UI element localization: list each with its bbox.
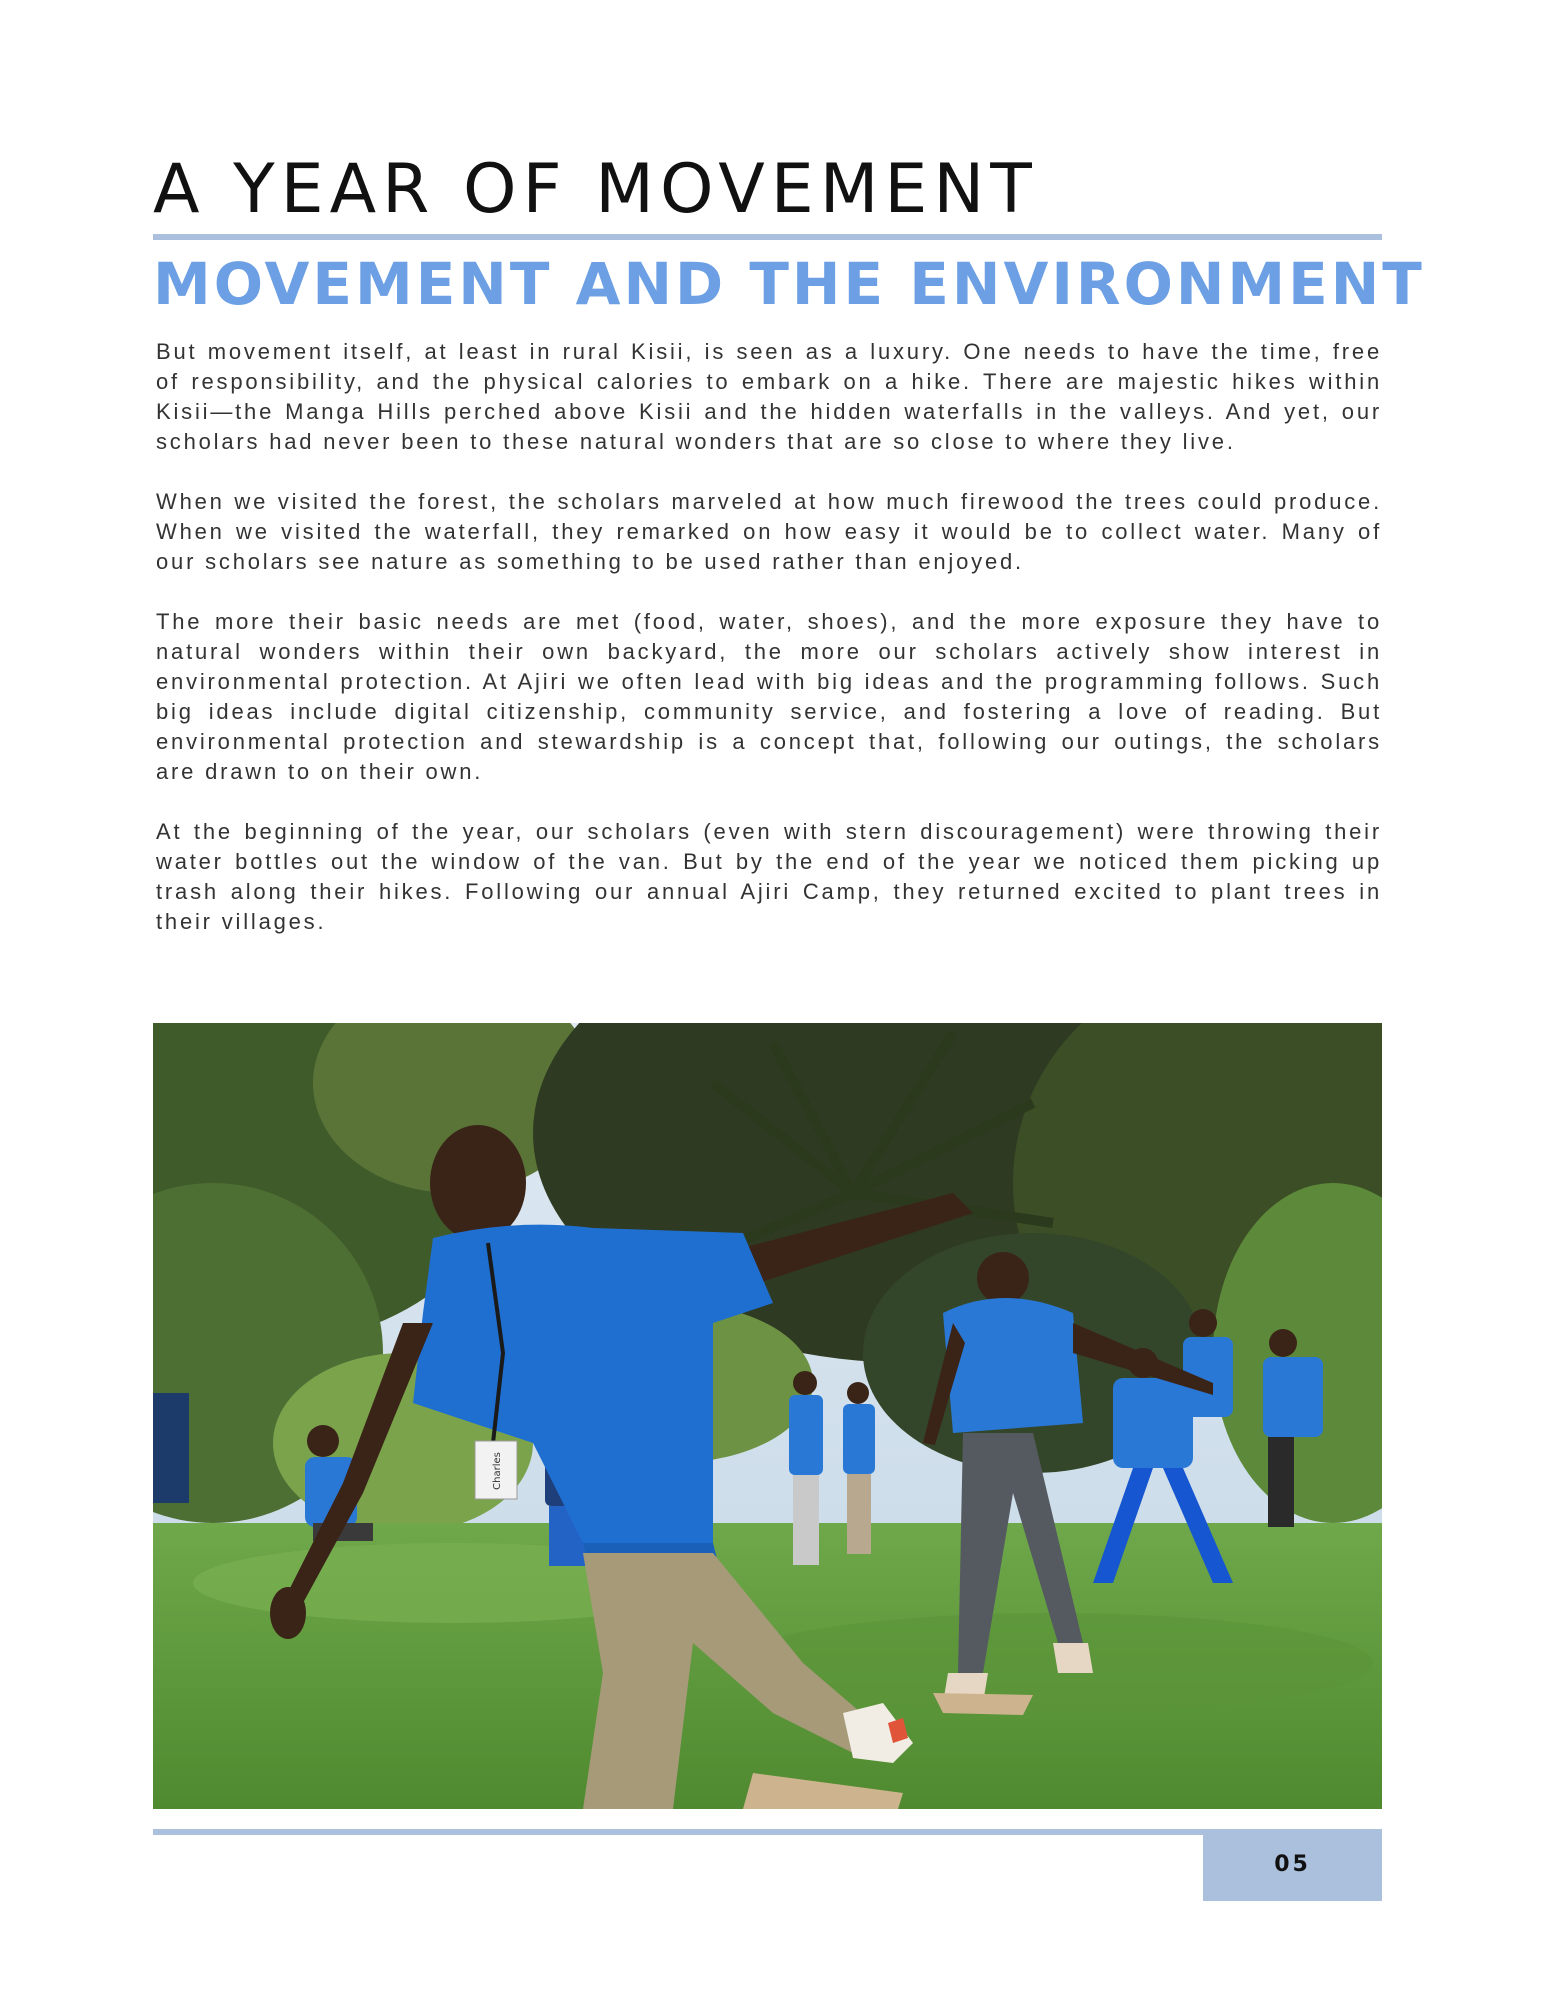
page-heading: MOVEMENT AND THE ENVIRONMENT <box>153 250 1425 318</box>
paragraph-1: But movement itself, at least in rural Kisii, is seen as a luxury. One needs to have the time, free of responsibility, and the physical calories to embark on a hike. There are majestic hikes within Kisii—the Manga Hills perched above Kisii and the hidden waterfalls in the valleys. And yet, our scholars had never been to these natural wonders that are so close to where they live. <box>156 339 1382 454</box>
paragraph-3: The more their basic needs are met (food, water, shoes), and the more exposure they have to natural wonders within their own backyard, the more our scholars actively show interest in environmental protection. At Ajiri we often lead with big ideas and the programming follows. Such big ideas include digital citizenship, community service, and fostering a love of reading. But environmental protection and stewardship is a concept that, following our outings, the scholars are drawn to on their own. <box>156 609 1382 784</box>
paragraph-2: When we visited the forest, the scholars marveled at how much firewood the trees could produce. When we visited the waterfall, they remarked on how easy it would be to collect water. Many of our scholars see nature as something to be used rather than enjoyed. <box>156 489 1382 574</box>
paragraph-4: At the beginning of the year, our scholars (even with stern discouragement) were throwing their water bottles out the window of the van. But by the end of the year we noticed them picking up trash along their hikes. Following our annual Ajiri Camp, they returned excited to plant trees in their villages. <box>156 819 1382 934</box>
photo-illustration <box>153 1023 1382 1809</box>
bottom-divider <box>153 1829 1382 1835</box>
body-text <box>156 337 1382 967</box>
top-divider <box>153 234 1382 240</box>
scholars-exercise-photo <box>153 1023 1382 1809</box>
page-number: 05 <box>1203 1829 1382 1901</box>
name-badge-text: Charles <box>492 1452 503 1490</box>
section-kicker: A YEAR OF MOVEMENT <box>153 150 1038 229</box>
